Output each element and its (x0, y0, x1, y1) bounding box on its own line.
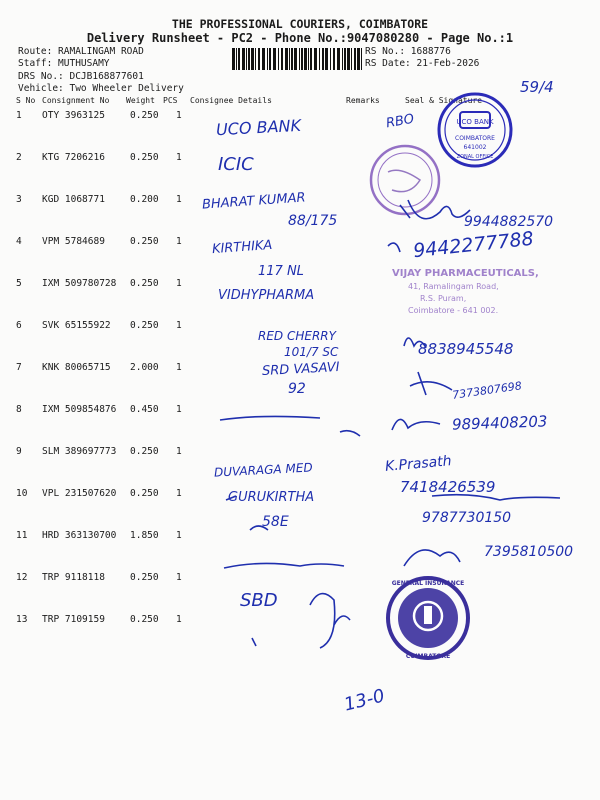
r8-consignee-scribble (220, 416, 360, 436)
row-weight: 0.250 (130, 488, 159, 499)
bank-stamp-office: ZONAL OFFICE (456, 154, 494, 160)
row-weight: 0.250 (130, 236, 159, 247)
r3-consignee-handwriting: BHARAT KUMAR (201, 190, 306, 213)
row-weight: 0.450 (130, 404, 159, 415)
row-weight: 0.250 (130, 320, 159, 331)
r4-consignee-handwriting: KIRTHIKA (211, 237, 273, 258)
row-weight: 0.250 (130, 110, 159, 121)
row-pcs: 1 (176, 362, 182, 373)
staff-label: Staff: MUTHUSAMY (18, 58, 110, 69)
r1-consignee-handwriting: UCO BANK (215, 115, 302, 140)
col-remarks: Remarks (346, 96, 380, 105)
row-sno: 1 (16, 110, 22, 121)
row-weight: 0.250 (130, 614, 159, 625)
row-sno: 11 (16, 530, 28, 541)
r9-phone-handwriting: 7418426539 (400, 478, 496, 496)
row-sno: 9 (16, 446, 22, 457)
r10-extra-mark (226, 496, 268, 530)
bank-stamp-pin: 641002 (463, 144, 487, 151)
pharma-stamp (392, 268, 539, 315)
uco-bank-stamp (439, 94, 511, 166)
row-weight: 0.250 (130, 446, 159, 457)
row-consignment-no: IXM 509780728 (42, 278, 117, 289)
row-consignment-no: VPL 231507620 (42, 488, 117, 499)
row-sno: 6 (16, 320, 22, 331)
r6-consignee-handwriting: RED CHERRY (258, 329, 336, 343)
col-seal-signature: Seal & Signature (405, 96, 483, 105)
pharma-stamp-address-1: 41, Ramalingam Road, (408, 282, 499, 291)
row-weight: 1.850 (130, 530, 159, 541)
row-weight: 0.250 (130, 278, 159, 289)
row-pcs: 1 (176, 320, 182, 331)
r6-phone-handwriting: 8838945548 (418, 340, 514, 358)
r9-sign-handwriting: K.Prasath (384, 453, 453, 475)
row-sno: 10 (16, 488, 28, 499)
r10-signature (432, 495, 560, 500)
vehicle-label: Vehicle: Two Wheeler Delivery (18, 83, 184, 94)
row-weight: 0.250 (130, 572, 159, 583)
col-consignment: Consignment No (42, 96, 110, 105)
row-sno: 13 (16, 614, 28, 625)
row-pcs: 1 (176, 530, 182, 541)
r8-phone-handwriting: 9894408203 (451, 412, 548, 434)
row-consignment-no: SVK 65155922 (42, 320, 111, 331)
r2-consignee-handwriting: ICIC (218, 154, 254, 175)
company-title: THE PROFESSIONAL COURIERS, COIMBATORE (171, 17, 429, 31)
row-sno: 2 (16, 152, 22, 163)
r12-signature (310, 594, 350, 648)
r3-phone-handwriting: 9944882570 (464, 214, 554, 230)
row-weight: 2.000 (130, 362, 159, 373)
pharma-stamp-address-3: Coimbatore - 641 002. (408, 306, 499, 315)
row-consignment-no: SLM 389697773 (42, 446, 117, 457)
row-pcs: 1 (176, 278, 182, 289)
row-pcs: 1 (176, 236, 182, 247)
r7-sub-handwriting: 92 (288, 381, 306, 397)
r10-sub-handwriting: 58E (262, 514, 289, 530)
r7-signature (410, 372, 452, 395)
pharma-stamp-name: VIJAY PHARMACEUTICALS, (392, 268, 539, 279)
r12-consignee-handwriting: SBD (240, 590, 278, 611)
r10-phone-handwriting: 9787730150 (422, 510, 512, 526)
pharma-stamp-address-2: R.S. Puram, (420, 294, 467, 303)
row-pcs: 1 (176, 110, 182, 121)
row-pcs: 1 (176, 152, 182, 163)
r6-sub-handwriting: 101/7 SC (284, 345, 339, 359)
r11-phone-handwriting: 7395810500 (484, 544, 574, 560)
row-sno: 8 (16, 404, 22, 415)
insurance-stamp (388, 578, 468, 660)
drs-number: DRS No.: DCJB168877601 (18, 71, 144, 82)
r3-sub-handwriting: 88/175 (288, 213, 338, 229)
row-consignment-no: OTY 3963125 (42, 110, 105, 121)
row-consignment-no: TRP 9118118 (42, 572, 105, 583)
r11-signature (404, 550, 460, 566)
row-pcs: 1 (176, 614, 182, 625)
insurance-stamp-name: GENERAL INSURANCE (391, 580, 465, 587)
row-weight: 0.200 (130, 194, 159, 205)
r13-mark (252, 638, 256, 646)
row-consignment-no: KNK 80065715 (42, 362, 111, 373)
round-seal-stamp (371, 146, 439, 214)
r8-signature (392, 419, 440, 430)
r9-consignee-handwriting: DUVARAGA MED (213, 460, 313, 480)
row-sno: 4 (16, 236, 22, 247)
r7-phone-handwriting: 7373807698 (451, 379, 523, 402)
row-pcs: 1 (176, 404, 182, 415)
r7-consignee-handwriting: SRD VASAVI (261, 359, 340, 380)
r11-consignee-scribble (224, 563, 344, 568)
r5-consignee-handwriting: VIDHYPHARMA (218, 288, 315, 303)
col-sno: S No (16, 96, 36, 105)
r4-sub-handwriting: 117 NL (258, 264, 304, 279)
row-consignment-no: IXM 509854876 (42, 404, 117, 415)
r4-signature (388, 243, 400, 252)
row-pcs: 1 (176, 488, 182, 499)
page-corner-note: 59/4 (520, 78, 554, 96)
runsheet-subtitle: Delivery Runsheet - PC2 - Phone No.:9047080280 - Page No.:1 (86, 31, 514, 45)
r4-phone-handwriting: 9442277788 (412, 227, 535, 263)
col-consignee: Consignee Details (190, 96, 272, 105)
bank-stamp-name: UCO BANK (456, 118, 494, 126)
row-consignment-no: TRP 7109159 (42, 614, 105, 625)
route-label: Route: RAMALINGAM ROAD (18, 46, 144, 57)
row-pcs: 1 (176, 572, 182, 583)
row-consignment-no: VPM 5784689 (42, 236, 105, 247)
rs-date: RS Date: 21-Feb-2026 (365, 58, 480, 69)
r3-signature (400, 200, 470, 219)
row-sno: 5 (16, 278, 22, 289)
r10-consignee-handwriting: GURUKIRTHA (228, 490, 315, 505)
row-sno: 7 (16, 362, 22, 373)
r6-signature (404, 338, 426, 348)
row-sno: 12 (16, 572, 28, 583)
rs-number: RS No.: 1688776 (365, 46, 451, 57)
row-consignment-no: HRD 363130700 (42, 530, 117, 541)
row-weight: 0.250 (130, 152, 159, 163)
bank-stamp-city: COIMBATORE (455, 135, 495, 142)
row-pcs: 1 (176, 446, 182, 457)
r1-remark-handwriting: RBO (384, 111, 416, 132)
runsheet-total-handwriting: 13-0 (342, 685, 387, 716)
row-consignment-no: KTG 7206216 (42, 152, 105, 163)
col-weight: Weight (126, 96, 155, 105)
row-sno: 3 (16, 194, 22, 205)
col-pcs: PCS (163, 96, 178, 105)
row-pcs: 1 (176, 194, 182, 205)
row-consignment-no: KGD 1068771 (42, 194, 105, 205)
insurance-stamp-city: COIMBATORE (405, 653, 451, 660)
